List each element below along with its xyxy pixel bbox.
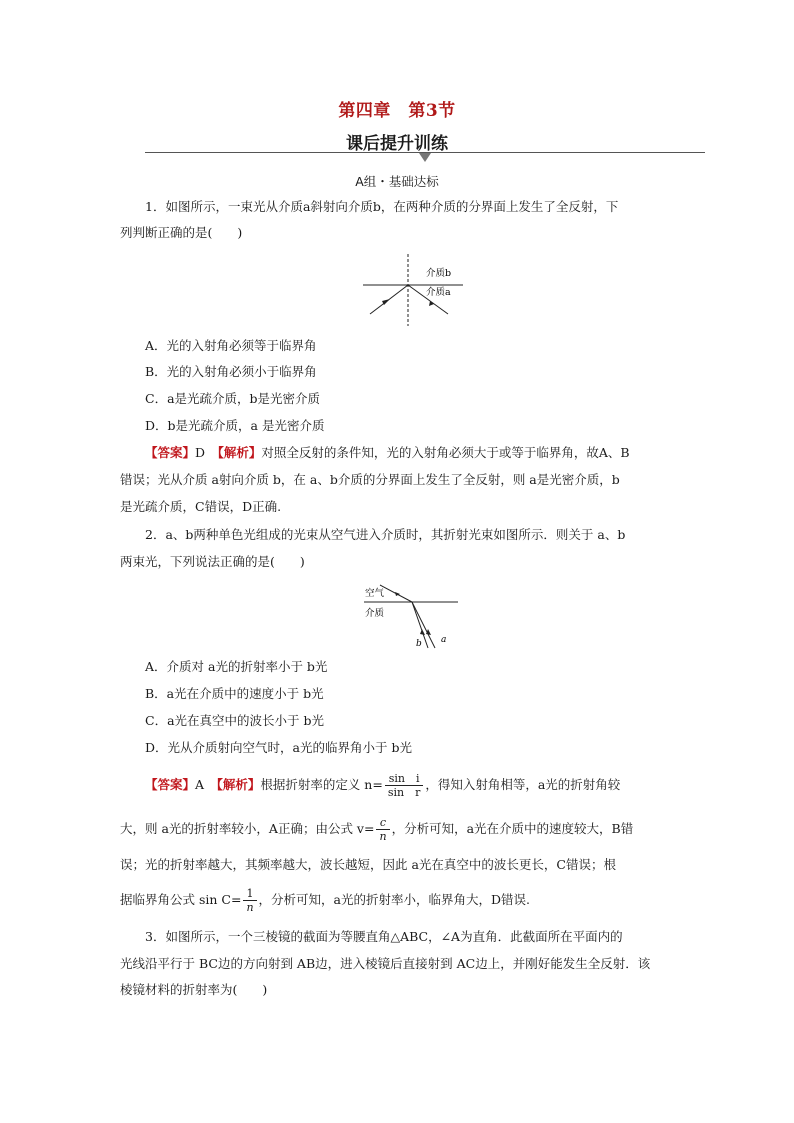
q1-analysis-line1: 对照全反射的条件知，光的入射角必须大于或等于临界角，故A、B bbox=[261, 445, 630, 460]
fraction-denominator: n bbox=[379, 830, 387, 843]
speed-fraction bbox=[376, 816, 389, 843]
analysis-tag: 【解析】 bbox=[216, 777, 261, 792]
q2-label-top: 空气 bbox=[365, 588, 385, 599]
q1-stem-line1: 1．如图所示，一束光从介质a斜射向介质b，在两种介质的分界面上发生了全反射，下 bbox=[145, 199, 619, 214]
fraction-denominator: sin r bbox=[387, 786, 421, 799]
q2-ray-b-label: b bbox=[416, 639, 422, 649]
refractive-index-fraction bbox=[385, 772, 424, 799]
q2-analysis-line1-tail: ，得知入射角相等，a光的折射角较 bbox=[425, 777, 621, 792]
q1-option-c: C．a是光疏介质，b是光密介质 bbox=[145, 391, 321, 406]
triangle-marker-icon bbox=[419, 153, 431, 162]
fraction-numerator: sin i bbox=[385, 772, 424, 786]
q1-stem-line2: 列判断正确的是( ) bbox=[120, 225, 243, 240]
answer-tag: 【答案】 bbox=[145, 777, 196, 792]
q3-stem-line1: 3．如图所示，一个三棱镜的截面为等腰直角△ABC，∠A为直角．此截面所在平面内的 bbox=[145, 929, 623, 944]
q1-option-d: D．b是光疏介质，a 是光密介质 bbox=[145, 418, 325, 433]
q1-label-top: 介质b bbox=[426, 268, 452, 279]
page-subtitle: 课后提升训练 bbox=[346, 134, 448, 154]
q2-analysis-line1 bbox=[145, 772, 620, 799]
q2-option-b: B．a光在介质中的速度小于 b光 bbox=[145, 686, 324, 701]
q2-analysis-line2 bbox=[120, 816, 633, 843]
q2-answer: A bbox=[195, 777, 205, 792]
q2-analysis-line4-tail: ，分析可知，a光的折射率小，临界角大，D错误. bbox=[258, 892, 530, 907]
q2-option-a: A．介质对 a光的折射率小于 b光 bbox=[145, 659, 328, 674]
q2-analysis-line4-text: 据临界角公式 sin C= bbox=[120, 892, 242, 907]
q1-option-b: B．光的入射角必须小于临界角 bbox=[145, 364, 317, 379]
q1-option-a: A．光的入射角必须等于临界角 bbox=[145, 338, 317, 353]
q1-analysis-line2: 错误；光从介质 a射向介质 b，在 a、b介质的分界面上发生了全反射，则 a是光密介质，b bbox=[120, 472, 620, 487]
q2-analysis-line2-text: 大，则 a光的折射率较小，A正确；由公式 v= bbox=[120, 821, 375, 836]
q2-stem-line1: 2．a、b两种单色光组成的光束从空气进入介质时，其折射光束如图所示．则关于 a、b bbox=[145, 527, 626, 542]
q2-analysis-line3: 误；光的折射率越大，其频率越大，波长越短，因此 a光在真空中的波长更长，C错误；根 bbox=[120, 857, 616, 872]
q2-ray-a-label: a bbox=[441, 635, 447, 645]
q2-figure bbox=[362, 582, 462, 652]
fraction-numerator: 1 bbox=[243, 887, 256, 901]
analysis-tag: 【解析】 bbox=[217, 445, 262, 460]
q1-label-bottom: 介质a bbox=[426, 287, 451, 298]
chapter-title: 第四章 第3节 bbox=[338, 101, 456, 121]
fraction-denominator: n bbox=[246, 901, 254, 914]
q2-option-c: C．a光在真空中的波长小于 b光 bbox=[145, 713, 324, 728]
q2-label-bottom: 介质 bbox=[365, 608, 385, 619]
q2-stem-line2: 两束光，下列说法正确的是( ) bbox=[120, 554, 305, 569]
q2-analysis-line1-text: 根据折射率的定义 n= bbox=[260, 777, 383, 792]
q2-analysis-line2-tail: ，分析可知，a光在介质中的速度较大，B错 bbox=[391, 821, 634, 836]
q1-analysis-line3: 是光疏介质，C错误，D正确. bbox=[120, 499, 282, 514]
q2-analysis-line4 bbox=[120, 887, 530, 914]
q3-stem-line3: 棱镜材料的折射率为( ) bbox=[120, 982, 268, 997]
answer-tag: 【答案】 bbox=[145, 445, 196, 460]
critical-angle-fraction bbox=[243, 887, 256, 914]
q1-answer: D bbox=[195, 445, 206, 460]
q1-answer-line bbox=[145, 440, 630, 466]
q3-stem-line2: 光线沿平行于 BC边的方向射到 AB边，进入棱镜后直接射到 AC边上，并刚好能发生全反射．该 bbox=[120, 956, 651, 971]
section-label: A组・基础达标 bbox=[355, 174, 439, 189]
q1-figure bbox=[360, 252, 470, 328]
fraction-numerator: c bbox=[376, 816, 389, 830]
q2-option-d: D．光从介质射向空气时，a光的临界角小于 b光 bbox=[145, 740, 412, 755]
